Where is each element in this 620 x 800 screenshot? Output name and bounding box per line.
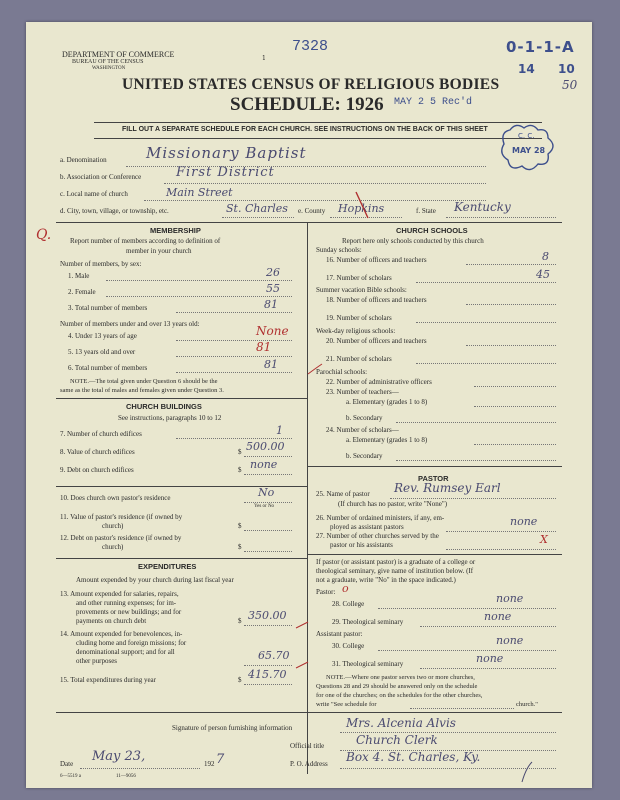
q29-label: 29. Theological seminary (332, 618, 404, 626)
form-number-2: 11—9056 (116, 774, 136, 779)
q28-value[interactable]: none (496, 592, 524, 605)
q23b-label: b. Secondary (346, 414, 383, 422)
pastor-note-2: Questions 28 and 29 should be answered only on the schedule (316, 683, 478, 690)
q27-label-2: pastor or his assistants (330, 541, 393, 549)
assistant-subheading: Assistant pastor: (316, 630, 363, 638)
form-title: UNITED STATES CENSUS OF RELIGIOUS BODIES (122, 76, 500, 93)
age-heading: Number of members under and over 13 years old: (60, 320, 200, 328)
tick-mark: 1 (262, 55, 266, 62)
sunday-heading: Sunday schools: (316, 246, 362, 254)
q24b-label: b. Secondary (346, 452, 383, 460)
q24-label: 24. Number of scholars— (326, 426, 399, 434)
membership-note-2: same as the total of males and females given under Question 3. (60, 387, 224, 394)
po-address-label: P. O. Address (290, 760, 328, 768)
state-label: f. State (416, 207, 436, 215)
q3-label: 3. Total number of members (68, 304, 148, 312)
q1-value[interactable]: 26 (266, 266, 280, 279)
q12-label: 12. Debt on pastor's residence (if owned by (60, 534, 182, 542)
membership-subtitle-1: Report number of members according to definition of (70, 237, 221, 245)
q30-value[interactable]: none (496, 634, 524, 647)
pastor-note-1: NOTE.—Where one pastor serves two or more churches, (326, 674, 475, 681)
q17-label: 17. Number of scholars (326, 274, 392, 282)
county-value[interactable]: Hopkins (338, 202, 385, 215)
q29-value[interactable]: none (484, 610, 512, 623)
q25-label: 25. Name of pastor (316, 490, 370, 498)
q13-value[interactable]: 350.00 (248, 609, 287, 622)
annotation-marks (26, 22, 592, 788)
signature-value[interactable]: Mrs. Alcenia Alvis (346, 716, 456, 730)
q15-label: 15. Total expenditures during year (60, 676, 156, 684)
year-prefix: 192 (204, 760, 215, 768)
cc-stamp-text: C. C. (518, 132, 535, 140)
schedule-title: SCHEDULE: 1926 (230, 94, 384, 115)
form-number: 6—5519 a (60, 774, 81, 779)
q10-label: 10. Does church own pastor's residence (60, 494, 171, 502)
parochial-heading: Parochial schools: (316, 368, 368, 376)
q19-label: 19. Number of scholars (326, 314, 392, 322)
q9-dollar: $ (238, 466, 242, 474)
code-stamp-a: 14 (518, 62, 535, 76)
q13-label-4: payments on church debt (76, 617, 147, 625)
q11-label: 11. Value of pastor's residence (if owned by (60, 513, 183, 521)
q10-value[interactable]: No (258, 486, 275, 499)
pastor-note-5: church." (516, 701, 538, 708)
q12-dollar: $ (238, 543, 242, 551)
buildings-title: CHURCH BUILDINGS (126, 402, 202, 411)
q16-value[interactable]: 8 (542, 250, 549, 263)
bureau-label: BUREAU OF THE CENSUS (72, 59, 144, 65)
margin-mark: Q. (36, 227, 52, 243)
pastor-red-mark: o (342, 582, 349, 595)
code-stamp: 0-1-1-A (506, 38, 575, 56)
q3-value[interactable]: 81 (264, 298, 278, 311)
weekday-heading: Week-day religious schools: (316, 327, 396, 335)
official-title-label: Official title (290, 742, 325, 750)
local-name-label: c. Local name of church (60, 190, 128, 198)
department-label: DEPARTMENT OF COMMERCE (62, 50, 175, 59)
date-value[interactable]: May 23, (92, 749, 146, 764)
q14-label-4: other purposes (76, 657, 118, 665)
county-label: e. County (298, 207, 326, 215)
q8-dollar: $ (238, 448, 242, 456)
serial-number-stamp: 7328 (292, 38, 329, 55)
q8-label: 8. Value of church edifices (60, 448, 135, 456)
code-note: 50 (562, 78, 578, 92)
schools-subtitle: Report here only schools conducted by this church (342, 237, 484, 245)
q1-label: 1. Male (68, 272, 90, 280)
po-address-value[interactable]: Box 4. St. Charles, Ky. (346, 750, 481, 764)
q13-label-3: provements or new buildings; and for (76, 608, 182, 616)
q21-label: 21. Number of scholars (326, 355, 392, 363)
expenditures-title: EXPENDITURES (138, 562, 197, 571)
q23a-label: a. Elementary (grades 1 to 8) (346, 398, 428, 406)
q9-label: 9. Debt on church edifices (60, 466, 134, 474)
q15-dollar: $ (238, 676, 242, 684)
q6-value[interactable]: 81 (264, 358, 278, 371)
q8-value[interactable]: 500.00 (246, 440, 285, 453)
q20-label: 20. Number of officers and teachers (326, 337, 427, 345)
received-stamp: MAY 2 5 Rec'd (394, 97, 473, 108)
pastor-subheading: Pastor: (316, 588, 336, 596)
census-schedule-form (26, 22, 592, 788)
pastor-instruction-1: If pastor (or assistant pastor) is a graduate of a college or (316, 558, 476, 566)
membership-title: MEMBERSHIP (150, 226, 201, 235)
q22-label: 22. Number of administrative officers (326, 378, 432, 386)
q30-label: 30. College (332, 642, 365, 650)
q26-value[interactable]: none (510, 515, 538, 528)
pastor-instruction-2: theological seminary, give name of institution below. (If (316, 567, 474, 575)
q11-label-2: church) (102, 522, 124, 530)
q11-dollar: $ (238, 522, 242, 530)
q17-value[interactable]: 45 (536, 268, 550, 281)
association-label: b. Association or Conference (60, 173, 142, 181)
code-stamp-b: 10 (558, 62, 575, 76)
q24a-label: a. Elementary (grades 1 to 8) (346, 436, 428, 444)
q6-label: 6. Total number of members (68, 364, 148, 372)
q18-label: 18. Number of officers and teachers (326, 296, 427, 304)
schools-title: CHURCH SCHOOLS (396, 226, 468, 235)
q4-label: 4. Under 13 years of age (68, 332, 137, 340)
q26-label: 26. Number of ordained ministers, if any, em- (316, 514, 445, 522)
q4-value[interactable]: None (256, 324, 289, 338)
buildings-subtitle: See instructions, paragraphs 10 to 12 (118, 414, 222, 422)
yes-no-hint: Yes or No (254, 504, 275, 509)
q2-value[interactable]: 55 (266, 282, 280, 295)
city-label: WASHINGTON (92, 66, 126, 71)
instruction-banner: FILL OUT A SEPARATE SCHEDULE FOR EACH CHURCH. SEE INSTRUCTIONS ON THE BACK OF THIS SHEET (122, 126, 488, 133)
signature-label: Signature of person furnishing information (172, 724, 293, 732)
cc-stamp-date: MAY 28 (512, 146, 546, 155)
q26-label-2: ployed as assistant pastors (330, 523, 404, 531)
q25-value[interactable]: Rev. Rumsey Earl (394, 481, 501, 495)
q7-value[interactable]: 1 (276, 424, 283, 437)
official-title-value[interactable]: Church Clerk (356, 733, 438, 747)
q12-label-2: church) (102, 543, 124, 551)
q13-dollar: $ (238, 617, 242, 625)
pastor-note-4: write "See schedule for (316, 701, 377, 708)
pastor-note-3: for one of the churches; on the schedules for the other churches, (316, 692, 483, 699)
q9-value[interactable]: none (250, 458, 278, 471)
denomination-label: a. Denomination (60, 156, 107, 164)
q31-value[interactable]: none (476, 652, 504, 665)
membership-subtitle-2: member in your church (126, 247, 192, 255)
q14-label-3: denominational support; and for all (76, 648, 175, 656)
q13-label-2: and other running expenses; for im- (76, 599, 177, 607)
pastor-instruction-3: not a graduate, write "No" in the space indicated.) (316, 576, 456, 584)
state-value[interactable]: Kentucky (454, 200, 511, 214)
q31-label: 31. Theological seminary (332, 660, 404, 668)
denomination-value[interactable]: Missionary Baptist (146, 144, 307, 162)
q2-label: 2. Female (68, 288, 96, 296)
vacation-heading: Summer vacation Bible schools: (316, 286, 407, 294)
city-town-label: d. City, town, village, or township, etc. (60, 207, 169, 215)
q7-label: 7. Number of church edifices (60, 430, 142, 438)
by-sex-heading: Number of members, by sex: (60, 260, 142, 268)
expenditures-subtitle: Amount expended by your church during last fiscal year (76, 576, 234, 584)
q16-label: 16. Number of officers and teachers (326, 256, 427, 264)
q14-value[interactable]: 65.70 (258, 649, 290, 662)
local-name-value[interactable]: Main Street (166, 186, 233, 199)
pastor-title: PASTOR (418, 474, 449, 483)
q25-note: (If church has no pastor, write "None") (338, 500, 448, 508)
q5-value[interactable]: 81 (256, 340, 272, 354)
membership-note-1: NOTE.—The total given under Question 6 should be the (70, 378, 218, 385)
q5-label: 5. 13 years old and over (68, 348, 136, 356)
date-label: Date (60, 760, 74, 768)
association-value[interactable]: First District (176, 165, 275, 180)
q14-label-2: cluding home and foreign missions; for (76, 639, 187, 647)
year-value[interactable]: 7 (216, 752, 225, 767)
q27-label: 27. Number of other churches served by the (316, 532, 439, 540)
q27-value[interactable]: X (540, 533, 548, 546)
city-town-value[interactable]: St. Charles (226, 202, 288, 215)
q28-label: 28. College (332, 600, 365, 608)
q15-value[interactable]: 415.70 (248, 668, 287, 681)
q14-label: 14. Amount expended for benevolences, in- (60, 630, 183, 638)
q13-label: 13. Amount expended for salaries, repairs, (60, 590, 179, 598)
q23-label: 23. Number of teachers— (326, 388, 399, 396)
